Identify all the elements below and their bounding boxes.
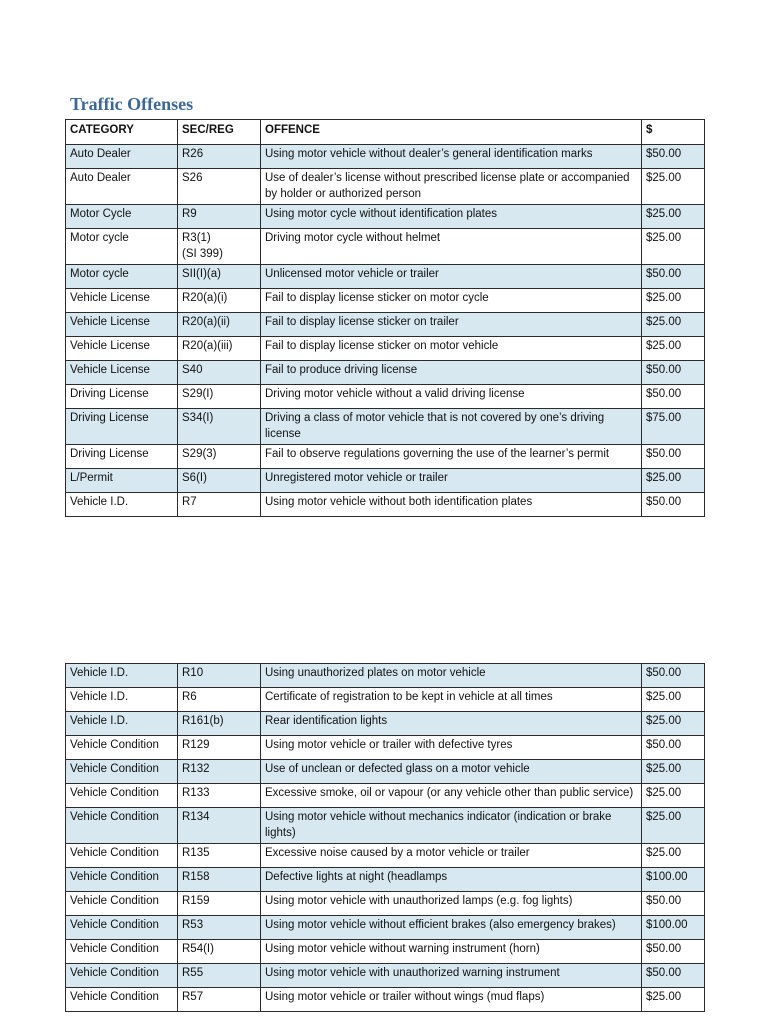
sec-reg-cell: R26: [178, 145, 261, 169]
sec-reg-cell: S40: [178, 361, 261, 385]
table-row: [66, 784, 705, 808]
table-row: [66, 664, 705, 688]
fine-cell: $25.00: [642, 229, 705, 265]
fine-cell: $50.00: [642, 445, 705, 469]
offence-cell: Using motor vehicle without efficient brakes (also emergency brakes): [261, 916, 642, 940]
sec-reg-cell: S34(I): [178, 409, 261, 445]
table-header-row: [66, 120, 705, 145]
fine-cell: $25.00: [642, 988, 705, 1012]
fine-cell: $25.00: [642, 808, 705, 844]
offence-cell: Certificate of registration to be kept in vehicle at all times: [261, 688, 642, 712]
fine-cell: $50.00: [642, 940, 705, 964]
offence-cell: Fail to display license sticker on motor cycle: [261, 289, 642, 313]
offence-cell: Use of dealer’s license without prescribed license plate or accompanied by holder or authorized person: [261, 169, 642, 205]
sec-reg-cell: R158: [178, 868, 261, 892]
category-cell: Motor cycle: [66, 229, 178, 265]
header-offence: OFFENCE: [261, 120, 642, 145]
category-cell: Driving License: [66, 385, 178, 409]
category-cell: Vehicle License: [66, 337, 178, 361]
category-cell: Motor Cycle: [66, 205, 178, 229]
category-cell: Vehicle License: [66, 361, 178, 385]
fine-cell: $25.00: [642, 337, 705, 361]
offence-cell: Excessive noise caused by a motor vehicle or trailer: [261, 844, 642, 868]
table-row: [66, 760, 705, 784]
category-cell: Vehicle Condition: [66, 808, 178, 844]
sec-reg-cell: R132: [178, 760, 261, 784]
category-cell: Driving License: [66, 445, 178, 469]
fine-cell: $50.00: [642, 964, 705, 988]
fine-cell: $25.00: [642, 289, 705, 313]
offence-cell: Rear identification lights: [261, 712, 642, 736]
table-1-body: [66, 145, 705, 517]
sec-reg-cell: R57: [178, 988, 261, 1012]
offence-cell: Using motor vehicle without mechanics indicator (indication or brake lights): [261, 808, 642, 844]
table-row: [66, 205, 705, 229]
fine-cell: $75.00: [642, 409, 705, 445]
fine-cell: $100.00: [642, 868, 705, 892]
category-cell: Vehicle Condition: [66, 736, 178, 760]
sec-reg-cell: R3(1) (SI 399): [178, 229, 261, 265]
fine-cell: $50.00: [642, 361, 705, 385]
offence-cell: Defective lights at night (headlamps: [261, 868, 642, 892]
offence-cell: Fail to display license sticker on trailer: [261, 313, 642, 337]
offence-cell: Using motor vehicle without warning instrument (horn): [261, 940, 642, 964]
category-cell: Vehicle Condition: [66, 892, 178, 916]
category-cell: Driving License: [66, 409, 178, 445]
fine-cell: $25.00: [642, 712, 705, 736]
sec-reg-cell: R20(a)(ii): [178, 313, 261, 337]
category-cell: Vehicle License: [66, 313, 178, 337]
table-row: [66, 469, 705, 493]
sec-reg-cell: R134: [178, 808, 261, 844]
offence-cell: Fail to display license sticker on motor vehicle: [261, 337, 642, 361]
offence-cell: Unregistered motor vehicle or trailer: [261, 469, 642, 493]
offence-cell: Fail to observe regulations governing the use of the learner’s permit: [261, 445, 642, 469]
table-row: [66, 385, 705, 409]
category-cell: Vehicle I.D.: [66, 664, 178, 688]
offence-cell: Using motor vehicle without dealer’s general identification marks: [261, 145, 642, 169]
category-cell: Vehicle Condition: [66, 760, 178, 784]
sec-reg-cell: R20(a)(iii): [178, 337, 261, 361]
table-row: [66, 688, 705, 712]
category-cell: Vehicle Condition: [66, 964, 178, 988]
page-title: Traffic Offenses: [70, 94, 194, 114]
table-row: [66, 892, 705, 916]
fine-cell: $25.00: [642, 844, 705, 868]
offence-cell: Using motor vehicle or trailer without wings (mud flaps): [261, 988, 642, 1012]
table-row: [66, 265, 705, 289]
sec-reg-cell: R7: [178, 493, 261, 517]
sec-reg-cell: R53: [178, 916, 261, 940]
category-cell: Vehicle Condition: [66, 868, 178, 892]
offense-table-2: [65, 663, 705, 1012]
sec-reg-cell: S29(3): [178, 445, 261, 469]
category-cell: Motor cycle: [66, 265, 178, 289]
table-row: [66, 337, 705, 361]
table-row: [66, 493, 705, 517]
category-cell: Auto Dealer: [66, 169, 178, 205]
sec-reg-cell: R9: [178, 205, 261, 229]
fine-cell: $25.00: [642, 688, 705, 712]
table-row: [66, 940, 705, 964]
table-row: [66, 445, 705, 469]
category-cell: Vehicle Condition: [66, 916, 178, 940]
sec-reg-cell: R135: [178, 844, 261, 868]
category-cell: Vehicle Condition: [66, 988, 178, 1012]
fine-cell: $25.00: [642, 760, 705, 784]
sec-reg-cell: R159: [178, 892, 261, 916]
header-sec-reg: SEC/REG: [178, 120, 261, 145]
offence-cell: Driving motor vehicle without a valid driving license: [261, 385, 642, 409]
category-cell: Vehicle I.D.: [66, 688, 178, 712]
table-row: [66, 145, 705, 169]
fine-cell: $50.00: [642, 265, 705, 289]
table-row: [66, 868, 705, 892]
fine-cell: $25.00: [642, 469, 705, 493]
category-cell: Auto Dealer: [66, 145, 178, 169]
offence-cell: Using motor vehicle or trailer with defective tyres: [261, 736, 642, 760]
fine-cell: $50.00: [642, 892, 705, 916]
fine-cell: $50.00: [642, 664, 705, 688]
offence-cell: Using motor cycle without identification plates: [261, 205, 642, 229]
sec-reg-cell: R54(I): [178, 940, 261, 964]
category-cell: Vehicle Condition: [66, 784, 178, 808]
offence-cell: Driving motor cycle without helmet: [261, 229, 642, 265]
table-row: [66, 169, 705, 205]
table-row: [66, 313, 705, 337]
fine-cell: $25.00: [642, 313, 705, 337]
offence-cell: Excessive smoke, oil or vapour (or any vehicle other than public service): [261, 784, 642, 808]
fine-cell: $25.00: [642, 784, 705, 808]
sec-reg-cell: R10: [178, 664, 261, 688]
fine-cell: $50.00: [642, 385, 705, 409]
table-row: [66, 808, 705, 844]
sec-reg-cell: SII(I)(a): [178, 265, 261, 289]
offence-cell: Using motor vehicle without both identification plates: [261, 493, 642, 517]
category-cell: L/Permit: [66, 469, 178, 493]
sec-reg-cell: R20(a)(i): [178, 289, 261, 313]
sec-reg-cell: R6: [178, 688, 261, 712]
table-row: [66, 409, 705, 445]
sec-reg-cell: R133: [178, 784, 261, 808]
category-cell: Vehicle Condition: [66, 940, 178, 964]
table-row: [66, 964, 705, 988]
sec-reg-cell: R129: [178, 736, 261, 760]
table-row: [66, 289, 705, 313]
sec-reg-cell: S6(I): [178, 469, 261, 493]
offense-table-1: [65, 119, 705, 517]
table-row: [66, 712, 705, 736]
offence-cell: Using motor vehicle with unauthorized warning instrument: [261, 964, 642, 988]
table-row: [66, 361, 705, 385]
offence-cell: Unlicensed motor vehicle or trailer: [261, 265, 642, 289]
category-cell: Vehicle License: [66, 289, 178, 313]
fine-cell: $25.00: [642, 169, 705, 205]
fine-cell: $50.00: [642, 145, 705, 169]
offence-cell: Driving a class of motor vehicle that is not covered by one’s driving license: [261, 409, 642, 445]
sec-reg-cell: S29(I): [178, 385, 261, 409]
fine-cell: $50.00: [642, 493, 705, 517]
sec-reg-cell: R161(b): [178, 712, 261, 736]
table-row: [66, 844, 705, 868]
offence-cell: Using unauthorized plates on motor vehicle: [261, 664, 642, 688]
table-row: [66, 916, 705, 940]
header-fine: $: [642, 120, 705, 145]
offence-cell: Using motor vehicle with unauthorized lamps (e.g. fog lights): [261, 892, 642, 916]
table-row: [66, 229, 705, 265]
table-row: [66, 736, 705, 760]
fine-cell: $50.00: [642, 736, 705, 760]
table-row: [66, 988, 705, 1012]
offence-cell: Use of unclean or defected glass on a motor vehicle: [261, 760, 642, 784]
category-cell: Vehicle I.D.: [66, 712, 178, 736]
table-2-body: [66, 664, 705, 1012]
fine-cell: $100.00: [642, 916, 705, 940]
category-cell: Vehicle Condition: [66, 844, 178, 868]
sec-reg-cell: R55: [178, 964, 261, 988]
fine-cell: $25.00: [642, 205, 705, 229]
category-cell: Vehicle I.D.: [66, 493, 178, 517]
sec-reg-cell: S26: [178, 169, 261, 205]
header-category: CATEGORY: [66, 120, 178, 145]
offence-cell: Fail to produce driving license: [261, 361, 642, 385]
